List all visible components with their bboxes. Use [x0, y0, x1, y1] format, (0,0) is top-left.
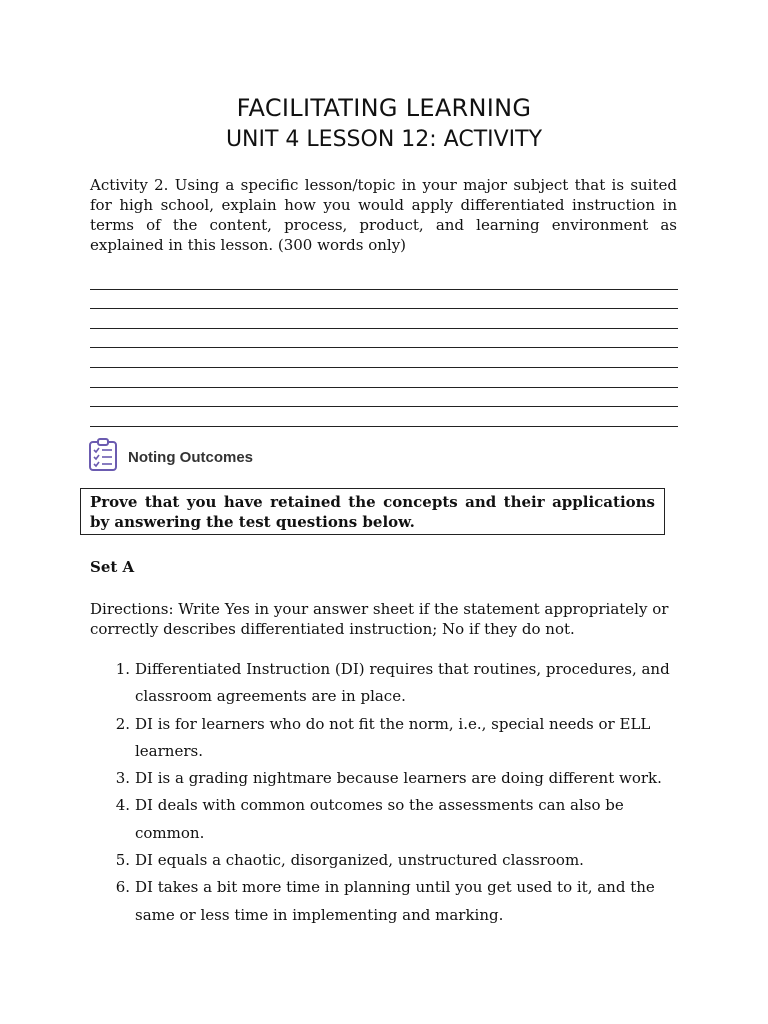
list-item	[90, 711, 690, 766]
question-number: 2.	[115, 714, 130, 733]
question-number: 4.	[115, 796, 130, 815]
answer-line	[90, 309, 678, 329]
question-text: DI deals with common outcomes so the assessments can also be common.	[135, 796, 624, 842]
answer-line	[90, 388, 678, 408]
list-item	[90, 765, 690, 792]
page-subtitle: UNIT 4 LESSON 12: ACTIVITY	[225, 127, 543, 152]
question-number: 5.	[115, 851, 130, 870]
question-number: 1.	[115, 660, 130, 678]
question-text: DI takes a bit more time in planning until you get used to it, and the same or less time in implementing and marking.	[135, 878, 655, 924]
page-title: FACILITATING LEARNING	[236, 94, 532, 122]
list-item	[90, 874, 690, 929]
activity-instructions: Activity 2. Using a specific lesson/topic in your major subject that is suited for high school, explain how you would apply differentiated instruction in terms of the content, process, product, and learning environment as explained in this lesson. (300 words only)	[90, 176, 677, 254]
question-number: 6.	[115, 878, 130, 897]
question-number: 3.	[115, 769, 130, 788]
answer-line	[90, 348, 678, 368]
noting-outcomes-label: Noting Outcomes	[128, 448, 254, 466]
clipboard-checklist-icon	[88, 438, 118, 477]
list-item	[90, 847, 690, 874]
list-item	[90, 792, 690, 847]
answer-line	[90, 329, 678, 349]
answer-line	[90, 368, 678, 388]
question-list	[90, 656, 690, 929]
prove-box: Prove that you have retained the concepts and their applications by answering the test questions below.	[80, 488, 665, 535]
answer-line	[90, 270, 678, 290]
question-text: Differentiated Instruction (DI) requires that routines, procedures, and classroom agreements are in place.	[135, 660, 670, 706]
question-text: DI equals a chaotic, disorganized, unstructured classroom.	[135, 851, 584, 870]
directions-text: Directions: Write Yes in your answer sheet if the statement appropriately or correctly describes differentiated instruction; No if they do not.	[90, 600, 669, 638]
noting-outcomes-header	[88, 440, 253, 474]
answer-line	[90, 407, 678, 427]
answer-lines	[90, 270, 678, 427]
question-text: DI is for learners who do not fit the norm, i.e., special needs or ELL learners.	[135, 714, 651, 760]
list-item	[90, 656, 690, 711]
answer-line	[90, 290, 678, 310]
set-a-heading: Set A	[90, 558, 135, 576]
question-text: DI is a grading nightmare because learners are doing different work.	[135, 769, 662, 788]
